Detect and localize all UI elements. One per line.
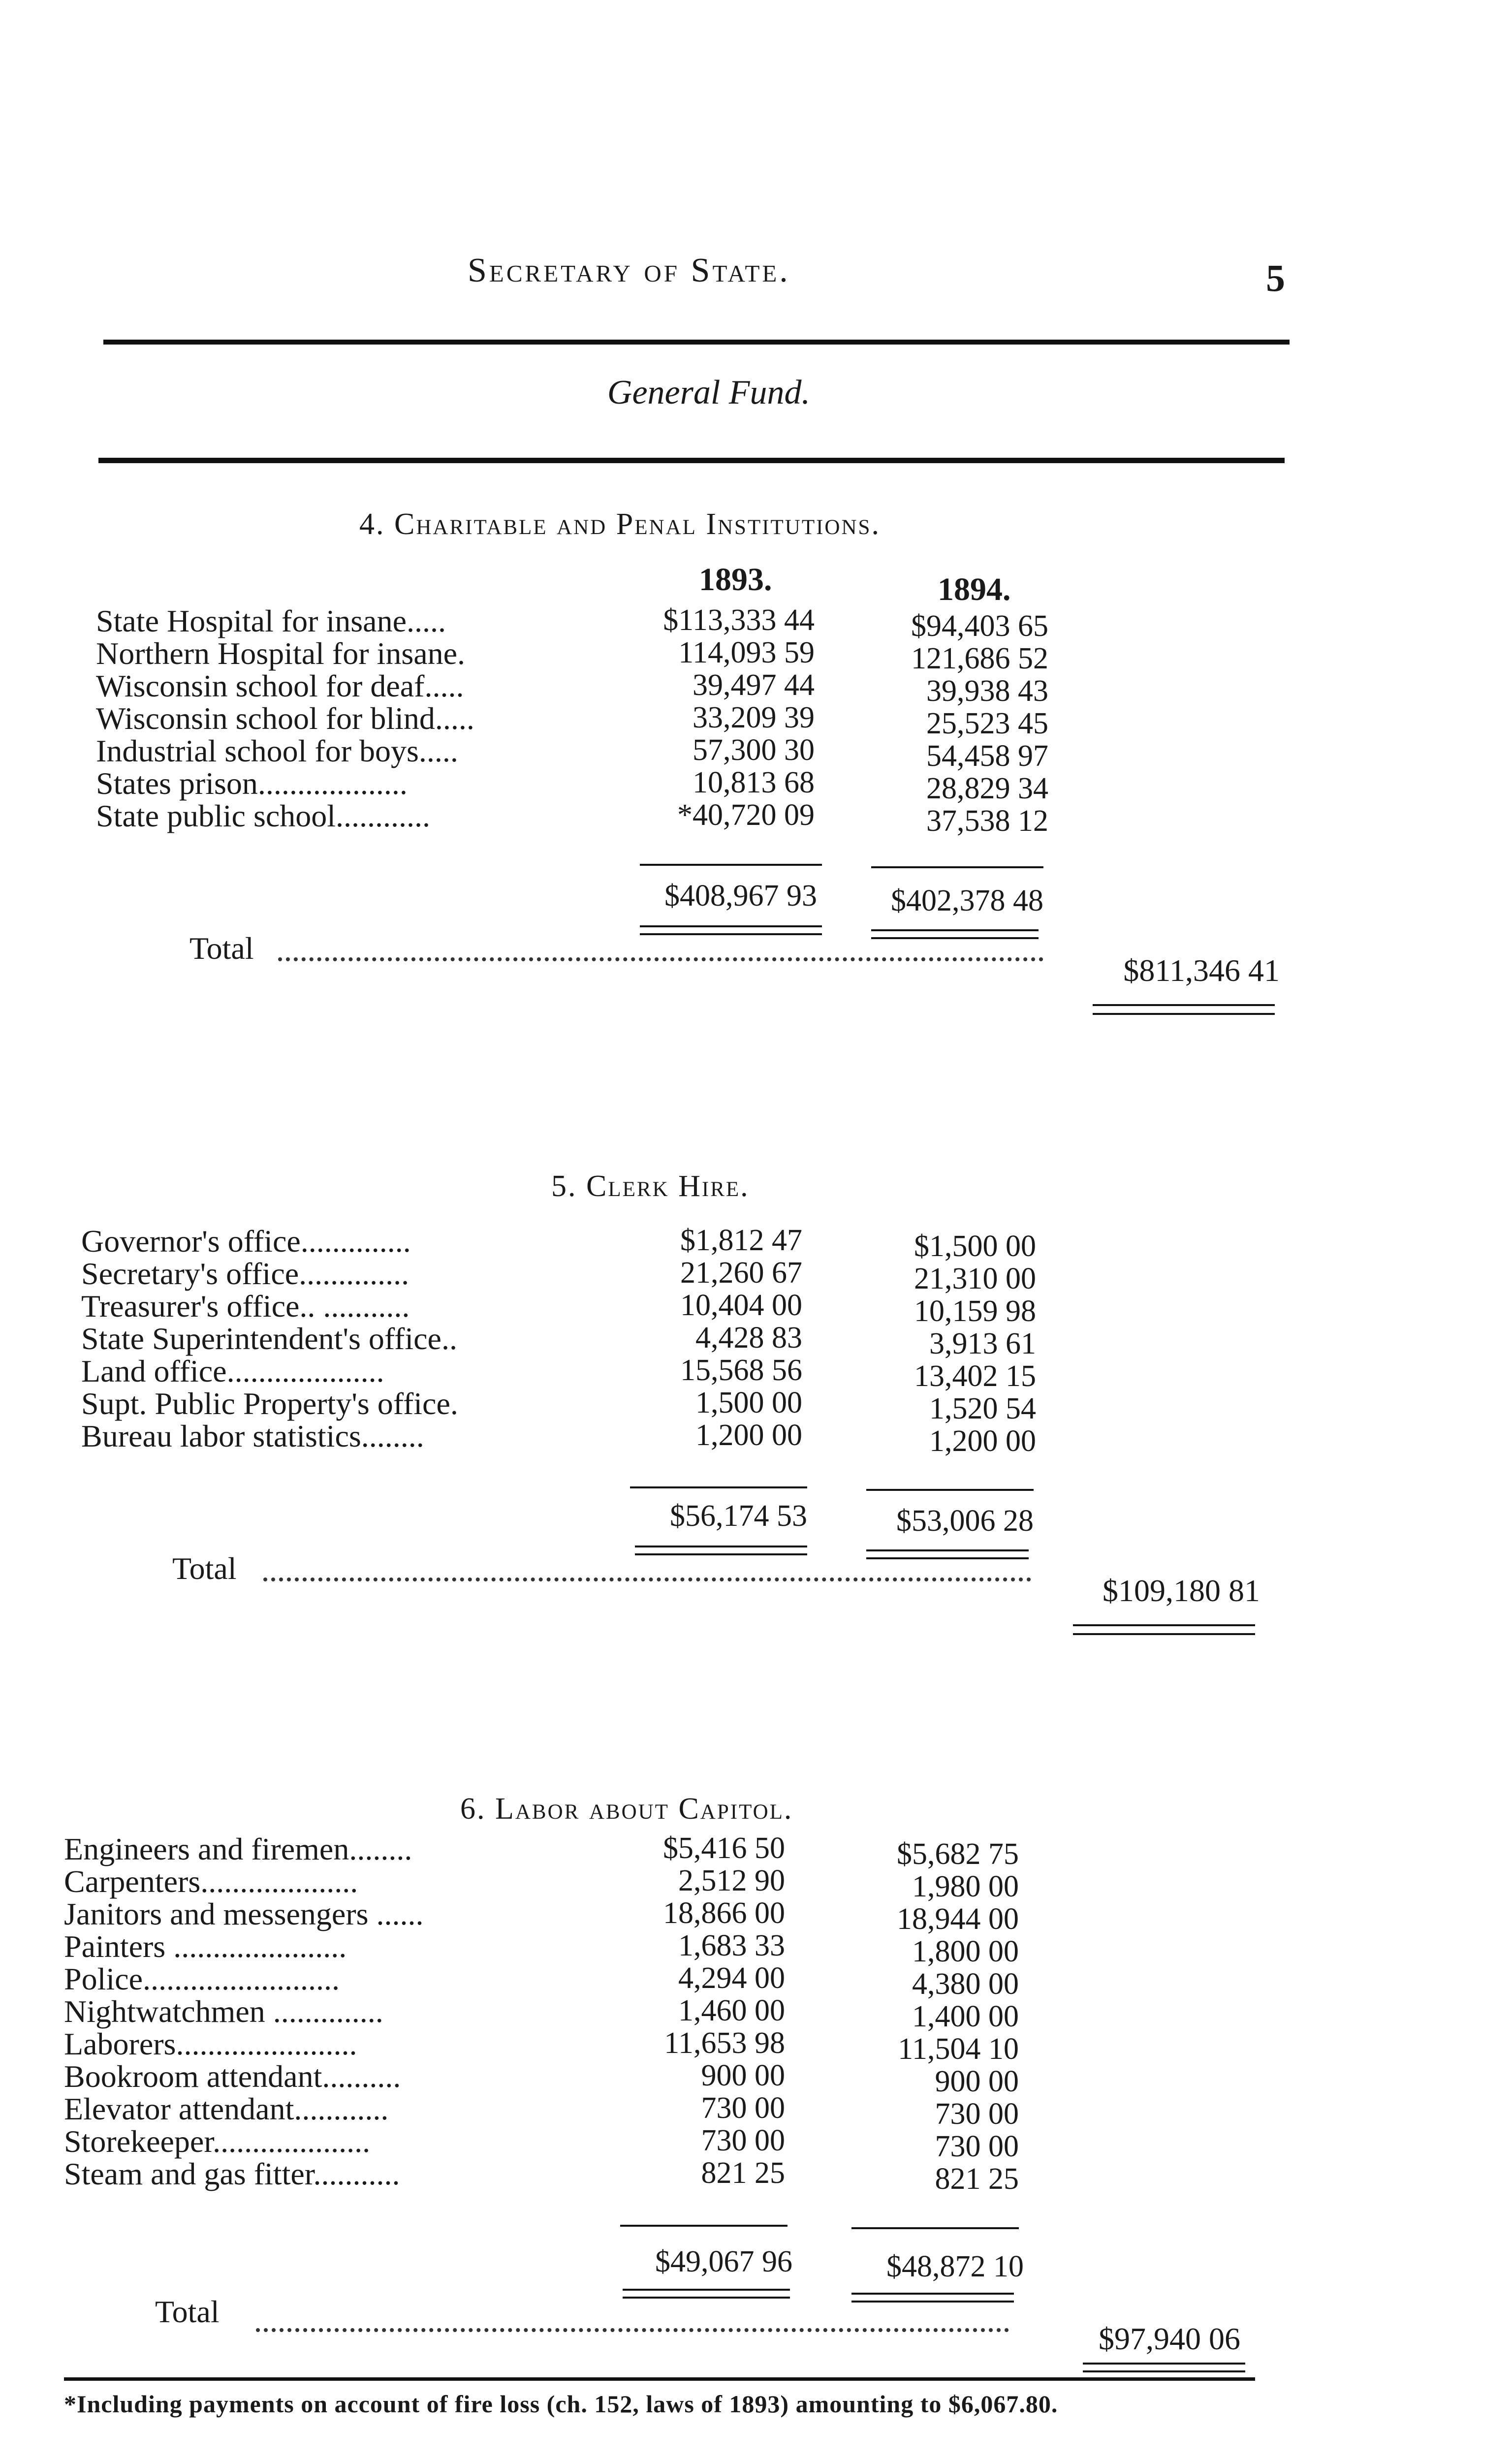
value-1893: 730 00 xyxy=(701,2091,785,2125)
table-row xyxy=(64,1896,1019,1936)
table-row xyxy=(81,1418,1036,1458)
value-1893: 1,200 00 xyxy=(695,1419,802,1452)
subtotal-rule xyxy=(630,1486,807,1488)
value-1894: 900 00 xyxy=(935,2065,1019,2098)
subtotal-1894: $53,006 28 xyxy=(896,1504,1034,1538)
value-1894: 54,458 97 xyxy=(926,739,1048,773)
total-label: Total xyxy=(172,1551,237,1586)
row-label: Painters ...................... xyxy=(64,1929,347,1964)
row-label: Wisconsin school for blind..... xyxy=(96,701,474,736)
value-1893: 4,428 83 xyxy=(695,1321,802,1355)
footnote: *Including payments on account of fire loss (ch. 152, laws of 1893) amounting to $6,067.80. xyxy=(64,2390,1058,2418)
value-1894: 1,400 00 xyxy=(912,2000,1019,2033)
double-rule xyxy=(635,1553,807,1555)
double-rule xyxy=(640,933,822,935)
value-1893: 1,683 33 xyxy=(678,1929,785,1962)
table-row xyxy=(81,1386,1036,1425)
table-row xyxy=(64,2026,1019,2066)
table-row xyxy=(64,2058,1019,2098)
value-1893: $1,812 47 xyxy=(680,1224,802,1257)
row-label: Police......................... xyxy=(64,1961,340,1996)
double-rule xyxy=(851,2293,1014,2295)
subtotal-1894: $402,378 48 xyxy=(891,884,1043,917)
value-1894: 37,538 12 xyxy=(926,804,1048,838)
value-1893: 21,260 67 xyxy=(680,1256,802,1290)
value-1893: 57,300 30 xyxy=(693,733,815,767)
value-1894: 1,520 54 xyxy=(929,1392,1036,1425)
value-1894: 28,829 34 xyxy=(926,772,1048,805)
table-row xyxy=(96,765,1048,805)
value-1894: 18,944 00 xyxy=(897,1902,1019,1936)
year-1893: 1893. xyxy=(699,562,772,598)
total-label: Total xyxy=(189,931,254,966)
table-row xyxy=(96,733,1048,773)
value-1893: *40,720 09 xyxy=(677,798,815,832)
table-row xyxy=(64,2091,1019,2131)
section-title-charitable: 4. Charitable and Penal Institutions. xyxy=(359,507,881,541)
value-1894: 730 00 xyxy=(935,2130,1019,2163)
double-rule xyxy=(623,2297,790,2299)
year-1894: 1894. xyxy=(938,571,1011,607)
double-rule xyxy=(623,2289,790,2291)
double-rule xyxy=(1093,1004,1275,1006)
double-rule xyxy=(1093,1013,1275,1015)
value-1894: 821 25 xyxy=(935,2162,1019,2196)
table-row xyxy=(64,1928,1019,1968)
value-1894: 1,980 00 xyxy=(912,1870,1019,1903)
double-rule xyxy=(640,925,822,927)
double-rule xyxy=(866,1549,1029,1551)
leader-dots xyxy=(263,1578,1031,1581)
page-number: 5 xyxy=(1266,256,1285,299)
value-1894: 21,310 00 xyxy=(914,1262,1036,1295)
double-rule xyxy=(1073,1633,1255,1635)
row-label: Land office.................... xyxy=(81,1354,384,1388)
row-label: Nightwatchmen .............. xyxy=(64,1994,383,2029)
double-rule xyxy=(866,1557,1029,1559)
row-label: State Hospital for insane..... xyxy=(96,603,446,638)
table-row xyxy=(81,1353,1036,1393)
row-label: Bookroom attendant.......... xyxy=(64,2059,401,2094)
subtotal-rule xyxy=(851,2227,1019,2229)
double-rule xyxy=(871,937,1039,939)
value-1893: 39,497 44 xyxy=(693,668,815,702)
section-title-clerk: 5. Clerk Hire. xyxy=(551,1169,750,1203)
leader-dots xyxy=(278,957,1043,961)
footnote-rule xyxy=(64,2377,1255,2381)
value-1894: 121,686 52 xyxy=(911,642,1048,675)
value-1893: 11,653 98 xyxy=(664,2026,785,2060)
row-label: Bureau labor statistics........ xyxy=(81,1419,424,1453)
table-row xyxy=(81,1321,1036,1360)
value-1894: $5,682 75 xyxy=(897,1837,1019,1871)
value-1894: 4,380 00 xyxy=(912,1967,1019,2001)
double-rule xyxy=(851,2301,1014,2303)
row-label: Treasurer's office.. ........... xyxy=(81,1289,410,1324)
table-row xyxy=(64,2156,1019,2196)
value-1894: 1,200 00 xyxy=(929,1424,1036,1458)
table-row xyxy=(96,798,1048,838)
value-1893: 821 25 xyxy=(701,2156,785,2190)
value-1894: 39,938 43 xyxy=(926,674,1048,708)
table-row xyxy=(96,635,1048,675)
value-1894: 1,800 00 xyxy=(912,1935,1019,1968)
row-label: States prison................... xyxy=(96,766,408,801)
row-label: Laborers....................... xyxy=(64,2026,357,2061)
row-label: Industrial school for boys..... xyxy=(96,733,458,768)
total-label: Total xyxy=(155,2294,220,2329)
value-1893: 2,512 90 xyxy=(678,1864,785,1897)
table-row xyxy=(64,1961,1019,2001)
double-rule xyxy=(1083,2363,1245,2365)
value-1894: 3,913 61 xyxy=(929,1327,1036,1360)
row-label: Governor's office.............. xyxy=(81,1224,411,1259)
grand-total-clerk: $109,180 81 xyxy=(1102,1573,1260,1608)
subtotal-rule xyxy=(620,2225,788,2227)
value-1894: 10,159 98 xyxy=(914,1294,1036,1328)
value-1893: $113,333 44 xyxy=(663,603,815,637)
subtotal-1893: $408,967 93 xyxy=(664,879,817,913)
table-row xyxy=(64,1863,1019,1903)
double-rule xyxy=(635,1546,807,1547)
row-label: Steam and gas fitter........... xyxy=(64,2156,400,2191)
row-label: Secretary's office.............. xyxy=(81,1256,410,1291)
value-1893: 4,294 00 xyxy=(678,1961,785,1995)
table-row xyxy=(64,2123,1019,2163)
double-rule xyxy=(1083,2370,1245,2372)
value-1893: 900 00 xyxy=(701,2059,785,2092)
table-row xyxy=(81,1288,1036,1328)
value-1893: 33,209 39 xyxy=(693,701,815,734)
row-label: State public school............ xyxy=(96,798,431,833)
fund-title: General Fund. xyxy=(607,374,811,411)
value-1893: 10,813 68 xyxy=(693,766,815,799)
double-rule xyxy=(1073,1624,1255,1626)
value-1894: 25,523 45 xyxy=(926,707,1048,740)
subtotal-rule xyxy=(871,866,1043,868)
section-title-labor: 6. Labor about Capitol. xyxy=(460,1792,793,1826)
subtotal-1893: $56,174 53 xyxy=(670,1499,807,1533)
value-1893: 18,866 00 xyxy=(663,1896,785,1930)
double-rule xyxy=(871,929,1039,931)
row-label: State Superintendent's office.. xyxy=(81,1321,457,1356)
table-row xyxy=(81,1223,1036,1263)
row-label: Engineers and firemen........ xyxy=(64,1831,412,1866)
table-row xyxy=(96,603,1048,643)
value-1894: $1,500 00 xyxy=(914,1230,1036,1263)
subtotal-1894: $48,872 10 xyxy=(886,2250,1024,2283)
value-1893: 10,404 00 xyxy=(680,1289,802,1322)
value-1893: $5,416 50 xyxy=(663,1831,785,1865)
table-row xyxy=(64,1993,1019,2033)
value-1893: 1,460 00 xyxy=(678,1994,785,2027)
row-label: Carpenters.................... xyxy=(64,1864,358,1899)
grand-total-charitable: $811,346 41 xyxy=(1123,953,1280,988)
row-label: Janitors and messengers ...... xyxy=(64,1896,424,1931)
subtotal-rule xyxy=(866,1489,1034,1491)
value-1893: 15,568 56 xyxy=(680,1354,802,1387)
row-label: Northern Hospital for insane. xyxy=(96,636,466,671)
value-1894: $94,403 65 xyxy=(911,609,1048,643)
value-1893: 1,500 00 xyxy=(695,1386,802,1420)
subtotal-1893: $49,067 96 xyxy=(655,2245,792,2278)
table-row xyxy=(64,1831,1019,1871)
leader-dots xyxy=(256,2328,1009,2332)
table-row xyxy=(96,700,1048,740)
row-label: Elevator attendant............ xyxy=(64,2091,389,2126)
running-head: Secretary of State. xyxy=(468,252,790,289)
value-1894: 11,504 10 xyxy=(898,2032,1019,2066)
value-1894: 13,402 15 xyxy=(914,1359,1036,1393)
fund-rule xyxy=(98,458,1285,463)
table-row xyxy=(81,1256,1036,1295)
value-1893: 730 00 xyxy=(701,2124,785,2157)
row-label: Storekeeper.................... xyxy=(64,2124,371,2159)
row-label: Supt. Public Property's office. xyxy=(81,1386,458,1421)
value-1893: 114,093 59 xyxy=(678,636,815,669)
table-row xyxy=(96,668,1048,708)
subtotal-rule xyxy=(640,864,822,866)
row-label: Wisconsin school for deaf..... xyxy=(96,668,464,703)
header-rule xyxy=(103,340,1290,345)
value-1894: 730 00 xyxy=(935,2097,1019,2131)
grand-total-labor: $97,940 06 xyxy=(1099,2321,1240,2356)
